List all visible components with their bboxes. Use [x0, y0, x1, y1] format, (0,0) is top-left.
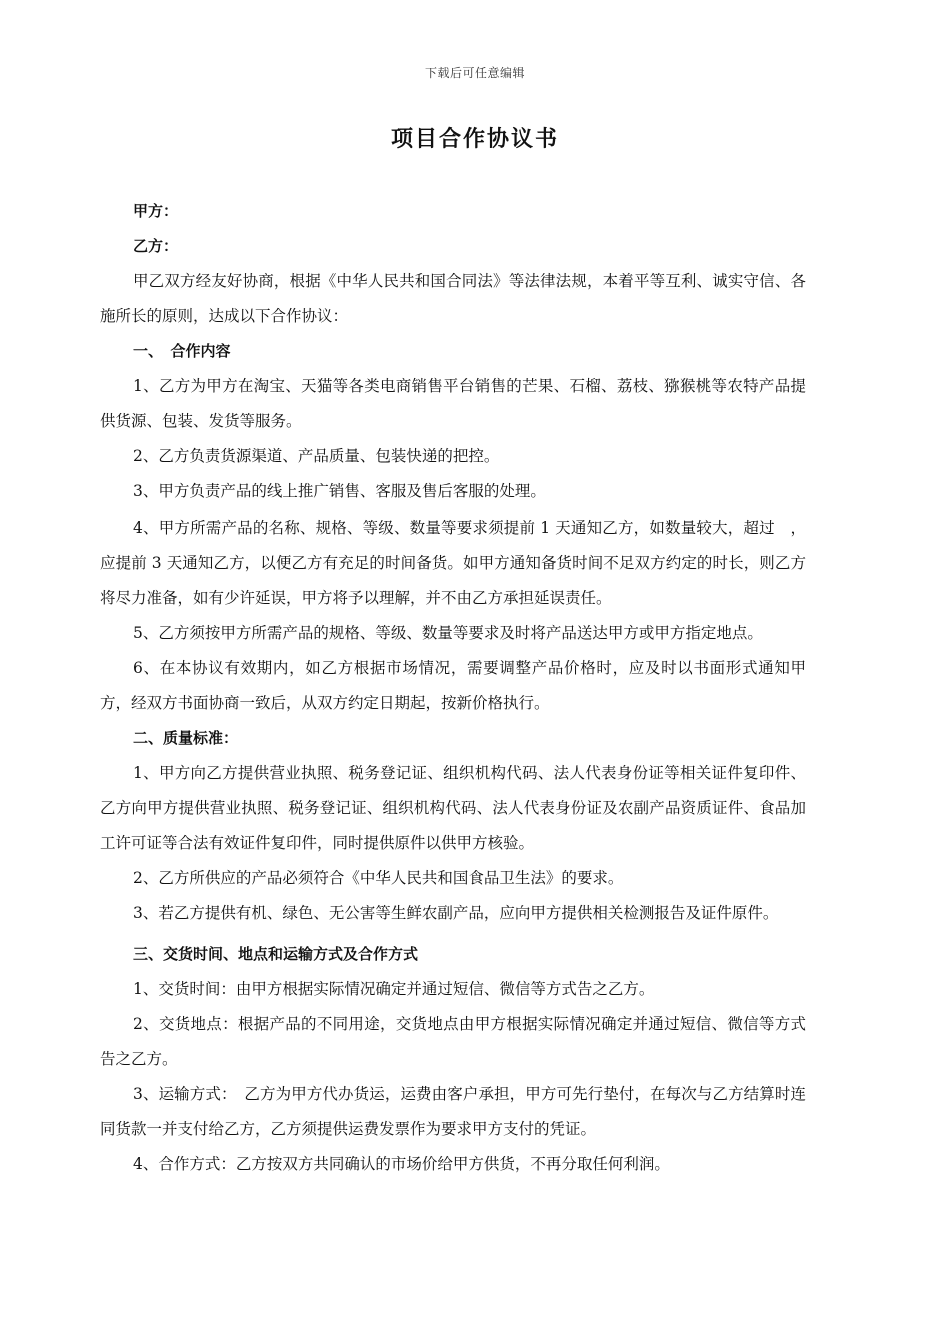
- header-note: 下载后可任意编辑: [424, 66, 525, 80]
- section-1-item: 4、甲方所需产品的名称、规格、等级、数量等要求须提前 1 天通知乙方，如数量较大，超过 ，应提前 3 天通知乙方，以便乙方有充足的时间备货。如甲方通知备货时间不足双方约定的时长，则乙方将尽力准备，如有少许延误，甲方将予以理解，并不由乙方承担延误责任。: [100, 519, 806, 607]
- party-a-label: 甲方：: [133, 202, 179, 220]
- document-title: 项目合作协议书: [390, 127, 559, 152]
- section-1-item: 3、甲方负责产品的线上推广销售、客服及售后客服的处理。: [133, 482, 546, 500]
- section-3-heading: 三、交货时间、地点和运输方式及合作方式: [133, 945, 419, 963]
- section-1-item: 1、乙方为甲方在淘宝、天猫等各类电商销售平台销售的芒果、石榴、荔枝、猕猴桃等农特产品提供货源、包装、发货等服务。: [100, 377, 806, 430]
- section-3-item: 2、交货地点：根据产品的不同用途，交货地点由甲方根据实际情况确定并通过短信、微信等方式告之乙方。: [100, 1015, 806, 1068]
- section-1-item: 6、在本协议有效期内，如乙方根据市场情况，需要调整产品价格时，应及时以书面形式通知甲方，经双方书面协商一致后，从双方约定日期起，按新价格执行。: [100, 659, 806, 712]
- section-2-item: 3、若乙方提供有机、绿色、无公害等生鲜农副产品，应向甲方提供相关检测报告及证件原件。: [133, 904, 779, 922]
- section-2-item: 2、乙方所供应的产品必须符合《中华人民共和国食品卫生法》的要求。: [133, 869, 624, 887]
- section-3-item: 4、合作方式：乙方按双方共同确认的市场价给甲方供货，不再分取任何利润。: [133, 1155, 670, 1173]
- section-3-item: 3、运输方式： 乙方为甲方代办货运，运费由客户承担，甲方可先行垫付，在每次与乙方结算时连同货款一并支付给乙方，乙方须提供运费发票作为要求甲方支付的凭证。: [100, 1085, 806, 1138]
- section-2-item: 1、甲方向乙方提供营业执照、税务登记证、组织机构代码、法人代表身份证等相关证件复印件、乙方向甲方提供营业执照、税务登记证、组织机构代码、法人代表身份证及农副产品资质证件、食品加工许可证等合法有效证件复印件，同时提供原件以供甲方核验。: [100, 764, 806, 852]
- section-2-heading: 二、质量标准：: [133, 729, 239, 747]
- section-3-item: 1、交货时间：由甲方根据实际情况确定并通过短信、微信等方式告之乙方。: [133, 980, 655, 998]
- section-1-heading: 一、 合作内容: [133, 342, 231, 360]
- intro-paragraph: 甲乙双方经友好协商，根据《中华人民共和国合同法》等法律法规，本着平等互利、诚实守信、各施所长的原则，达成以下合作协议：: [100, 272, 806, 325]
- party-b-label: 乙方：: [133, 237, 179, 255]
- section-1-item: 5、乙方须按甲方所需产品的规格、等级、数量等要求及时将产品送达甲方或甲方指定地点。: [133, 624, 763, 642]
- section-1-item: 2、乙方负责货源渠道、产品质量、包装快递的把控。: [133, 447, 500, 465]
- document-body: [100, 194, 806, 1182]
